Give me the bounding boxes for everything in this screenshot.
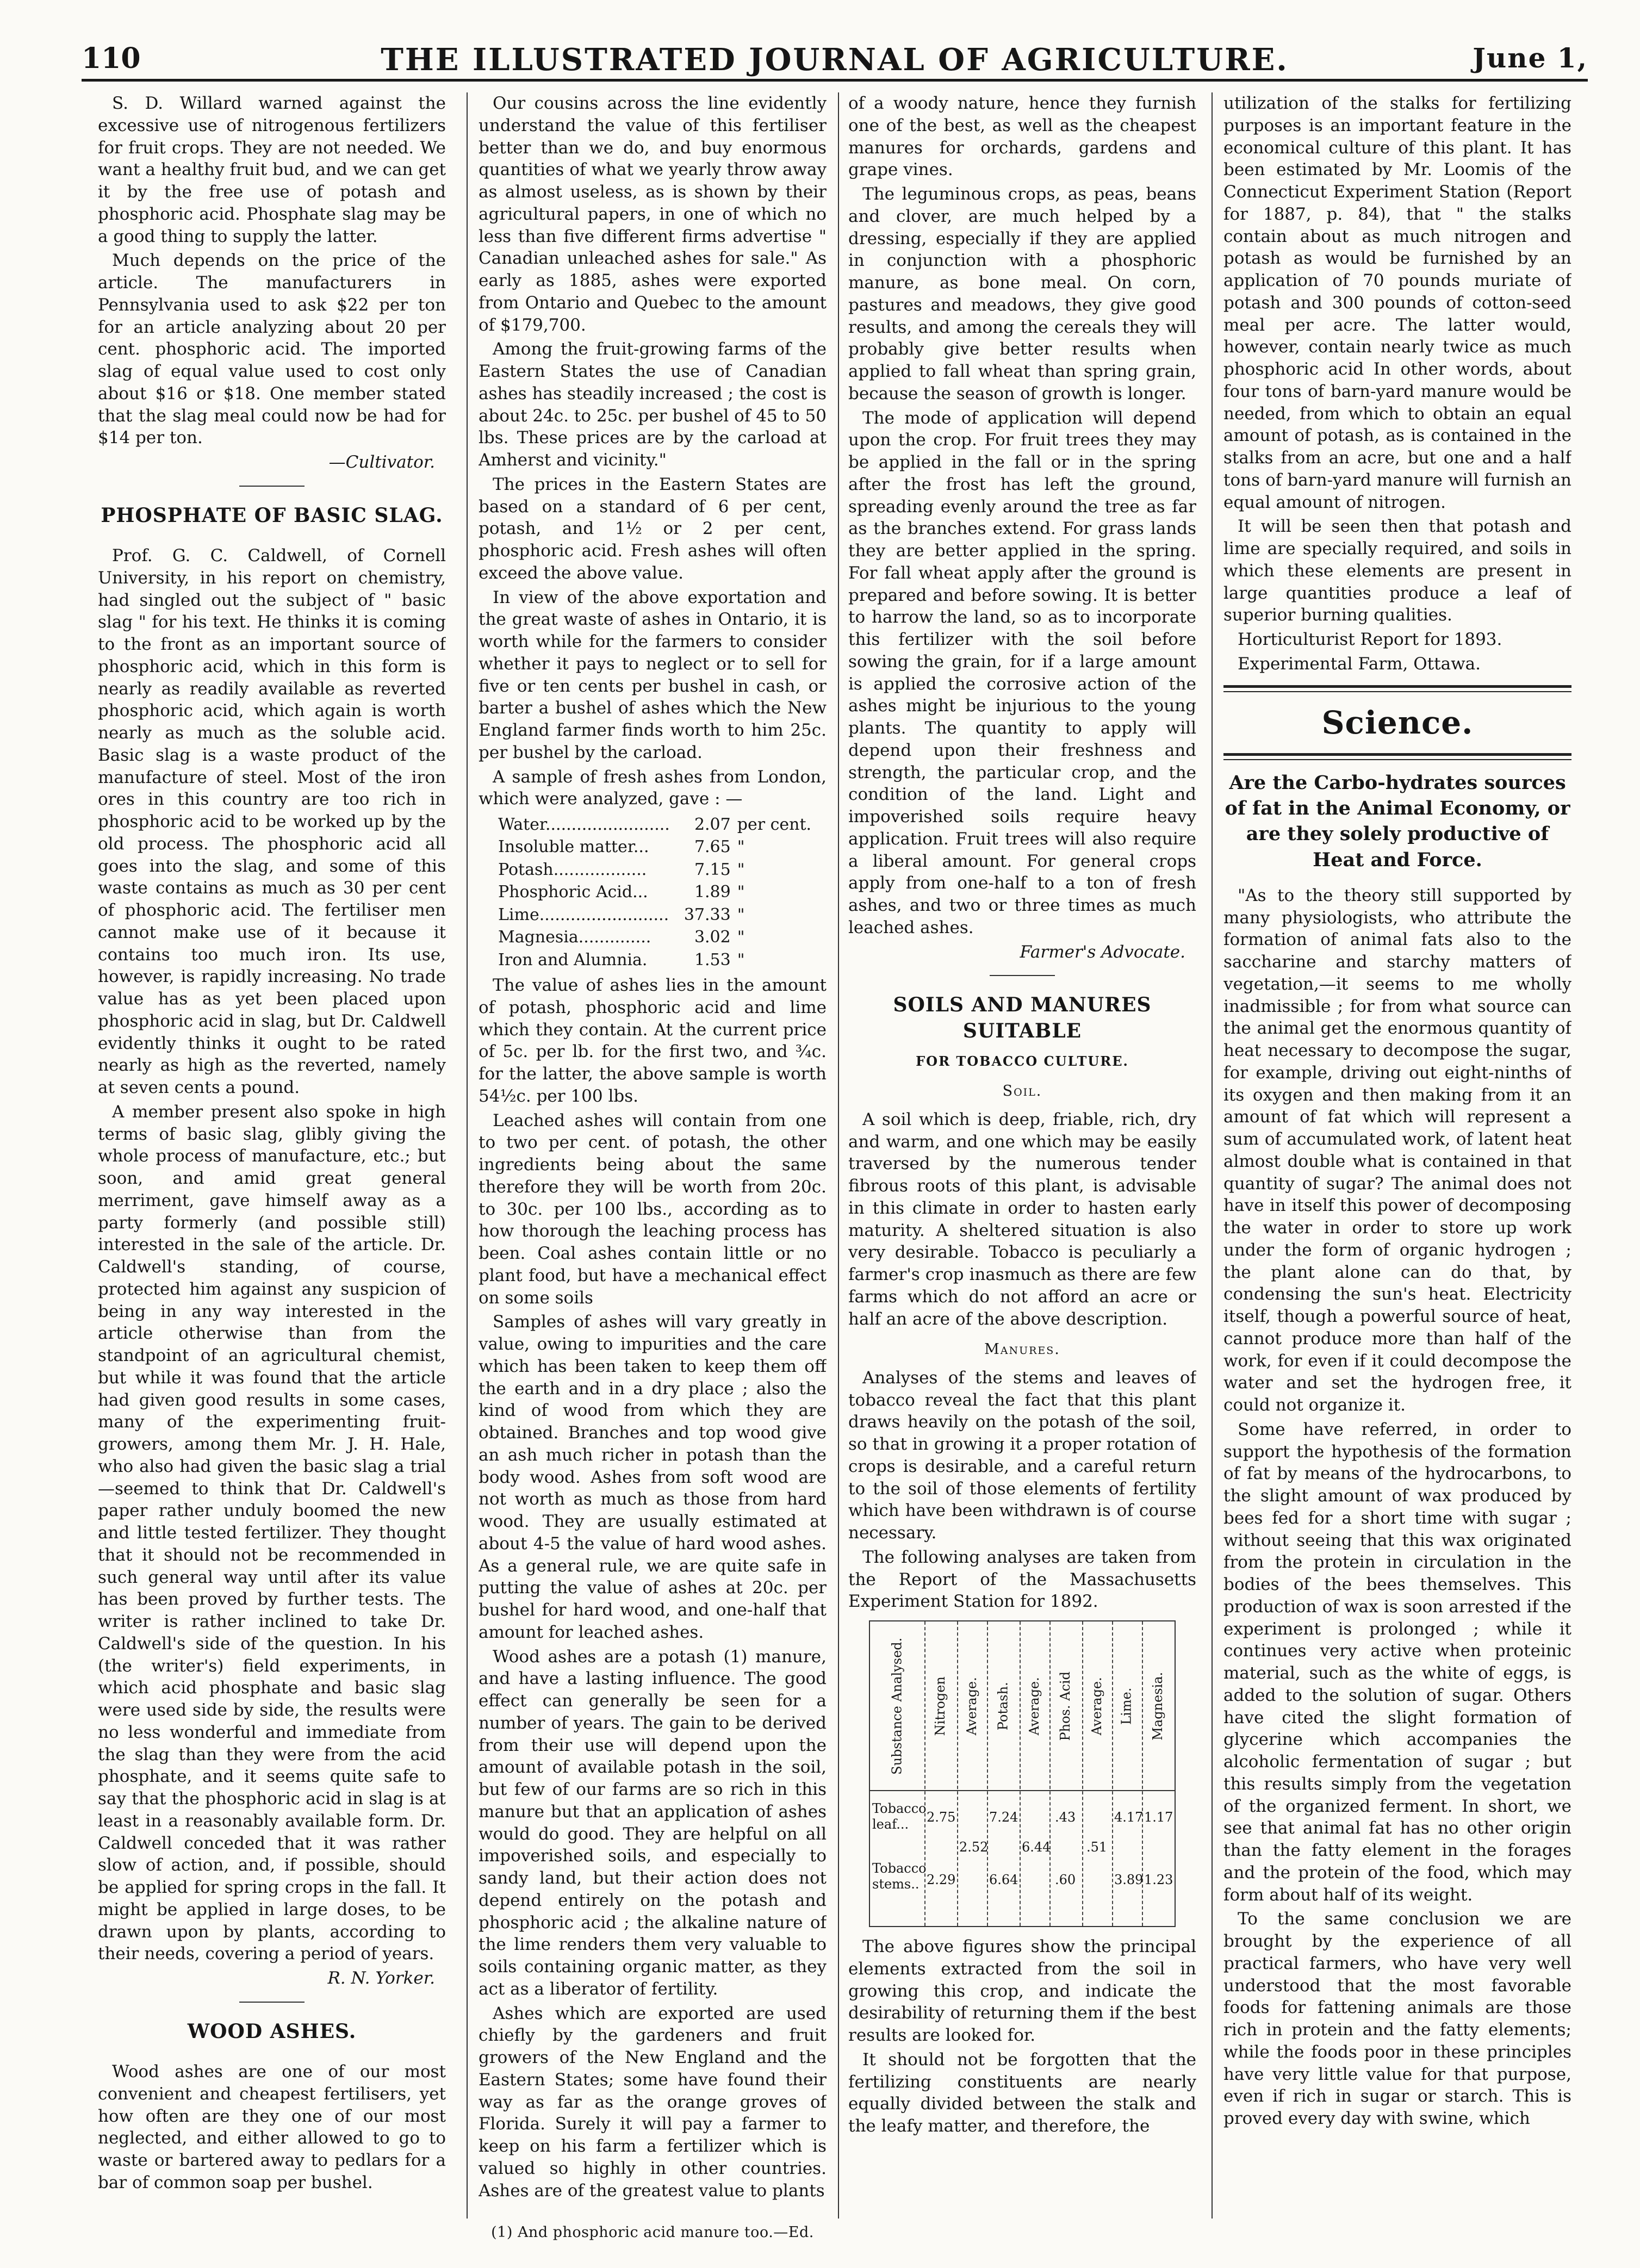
paragraph: In view of the above exportation and the great waste of ashes in Ontario, it is worth while for the farmers to consider whether it pays to neglect or to sell for five or ten cents per bushel in cash, or barter a bushel of ashes which the New England farmer finds worth to him 25c. per bushel by the carload. [479, 587, 827, 762]
column-4 [1223, 92, 1571, 2224]
table-cell: 6.44 [1022, 1840, 1051, 1855]
table-cell: 3.02 [694, 928, 731, 947]
table-row [495, 836, 815, 858]
paragraph: A sample of fresh ashes from London, which were analyzed, gave : — [479, 767, 827, 809]
section-heading: Manures. [984, 1341, 1060, 1358]
table-rule [1082, 1621, 1083, 1926]
attribution: Farmer's Advocate. [1020, 942, 1185, 962]
table-cell: 1.89 [694, 883, 731, 902]
paragraph: It should not be forgotten that the fertilizing constituents are nearly equally divided between the stalk and the leafy matter, and therefore, the [848, 2049, 1196, 2136]
column-3 [848, 92, 1196, 2224]
table-cell: 2.52 [959, 1840, 989, 1855]
table-row [495, 926, 815, 948]
section-heading: Soil. [1002, 1083, 1042, 1100]
table-cell: 7.65 [694, 837, 731, 857]
table-cell: 7.15 [694, 860, 731, 879]
table-cell: 4.17 [1114, 1810, 1144, 1825]
paragraph: A member present also spoke in high terms of basic slag, glibly giving the whole process of manufacture, etc.; but soon, and amid great general merriment, gave himself away as a party formerly (and possible still) interested in the sale of the article. Dr. Caldwell's standing, of course, protected him against any suspicion of being in any way interested in the article otherwise than from the standpoint of an agricultural chemist, but while it was found that the article had given good results in some cases, many of the experimenting fruit-growers, among them Mr. J. H. Hale, who also had given the basic slag a trial—seemed to think that Dr. Caldwell's paper rather unduly boomed the new and little tested fertilizer. They thought that it should not be recommended in such general way until after its value has been proved by further tests. The writer is rather inclined to take Dr. Caldwell's side of the question. In his (the writer's) field experiments, in which acid phosphate and basic slag were used side by side, the results were no less wonderful and immediate from the slag than they were from the acid phosphate, and it seems quite safe to say that the phosphoric acid in slag is at least in a reasonably available form. Dr. Caldwell conceded that it was rather slow of action, and, if possible, should be applied for spring crops in the fall. It might be applied in large doses, to be drawn upon by plants, according to their needs, covering a period of years. [98, 1102, 446, 1964]
table-cell: 7.24 [989, 1810, 1018, 1825]
paragraph: S. D. Willard warned against the excessive use of nitrogenous fertilizers for fruit crops. They are not needed. We want a healthy fruit bud, and we can get it by the free use of potash and phosphoric acid. Phosphate slag may be a good thing to supply the latter. [98, 94, 446, 246]
article-title: SOILS AND MANURES SUITABLE [893, 993, 1152, 1042]
paragraph: The prices in the Eastern States are based on a standard of 6 per cent, potash, and 1½ or 2 per cent, phosphoric acid. Fresh ashes will often exceed the above value. [479, 474, 827, 583]
table-cell: .60 [1055, 1872, 1076, 1888]
table-cell: " [737, 950, 745, 970]
column-header: Average. [1089, 1677, 1104, 1736]
issue-date: June 1, [1473, 42, 1588, 74]
table-rule [924, 1621, 925, 1926]
table-rule [987, 1621, 988, 1926]
table-cell: " [737, 837, 745, 857]
column-header: Potash. [995, 1682, 1011, 1731]
paragraph: Leached ashes will contain from one to two per cent. of potash, the other ingredients being about the same therefore they will be worth from 20c. to 30c. per 100 lbs., according as to how thorough the leaching process has been. Coal ashes contain little or no plant food, but have a mechanical effect on some soils [479, 1110, 827, 1308]
table-cell: Lime......................... [498, 905, 669, 924]
table-cell: 37.33 [684, 905, 731, 924]
attribution: —Cultivator. [328, 452, 435, 472]
page-number: 110 [82, 42, 141, 75]
table-cell: 2.29 [927, 1872, 956, 1888]
source-line: Experimental Farm, Ottawa. [1238, 654, 1481, 674]
paragraph: Some have referred, in order to support the hypothesis of the formation of fat by means of the hydrocarbons, to the slight amount of wax produced by bees fed for a short time with sugar ; without seeing that this wax originated from the protein in circulation in the bodies of the bees themselves. This production of wax is soon arrested if the experiment is prolonged ; while it continues very active when proteinic material, such as the white of eggs, is added to the solution of sugar. Others have cited the slight formation of glycerine which accompanies the alcoholic fermentation of sugar ; but this results simply from the vegetation of the organized ferment. In short, we see that animal fat has no other origin than the fatty element in the forages and the protein of the food, which may form about half of its weight. [1223, 1419, 1571, 1905]
table-cell: " [737, 883, 745, 902]
column-divider [838, 92, 839, 2219]
paragraph: "As to the theory still supported by many physiologists, who attribute the formation of animal fats also to the saccharine and starchy matters of vegetation,—it seems to me wholly inadmissible ; for from what source can the animal get the enormous quantity of heat necessary to decompose the sugar, for example, driving out eight-ninths of its oxygen and then making from it an amount of fat which will represent a sum of accumulated work, of latent heat almost double what is contained in that quantity of sugar? The animal does not have in itself this power of decomposing the water in order to store up work under the form of organic hydrogen ; the plant alone can do that, by condensing the sun's heat. Electricity itself, though a powerful source of heat, cannot produce more than half of the work, for even if it could decompose the water and set the hydrogen free, it could not organize it. [1223, 885, 1571, 1415]
footnote-text: (1) And phosphoric acid manure too.—Ed. [491, 2224, 814, 2241]
paragraph: Among the fruit-growing farms of the Eastern States the use of Canadian ashes has steadily increased ; the cost is about 24c. to 25c. per bushel of 45 to 50 lbs. These prices are by the carload at Amherst and vicinity." [479, 339, 827, 470]
paragraph: The leguminous crops, as peas, beans and clover, are much helped by a dressing, especially if they are applied in conjunction with a phosphoric manure, as bone meal. On corn, pastures and meadows, they give good results, and among the cereals they will probably give better results when applied to fall wheat than spring grain, because the season of growth is longer. [848, 184, 1196, 403]
table-cell: 1.53 [694, 950, 731, 970]
table-rule [957, 1621, 958, 1926]
paragraph: Samples of ashes will vary greatly in value, owing to impurities and the care which has been taken to keep them off the earth and in a dry place ; also the kind of wood from which they are obtained. Branches and top wood give an ash much richer in potash than the body wood. Ashes from soft wood are not worth as much as those from hard wood. They are usually estimated at about 4-5 the value of hard wood ashes. As a general rule, we are quite safe in putting the value of ashes at 20c. per bushel for hard wood, and one-half that amount for leached ashes. [479, 1312, 827, 1642]
table-cell: per cent. [737, 815, 812, 834]
table-row [495, 859, 815, 881]
paragraph: The following analyses are taken from the Report of the Massachusetts Experiment Station for 1892. [848, 1547, 1196, 1612]
section-rule [1223, 685, 1571, 692]
table-cell: 3.89 [1114, 1872, 1144, 1888]
column-header: Lime. [1119, 1687, 1134, 1725]
article-subtitle: FOR TOBACCO CULTURE. [916, 1053, 1129, 1069]
separator [239, 2002, 305, 2003]
paragraph: It will be seen then that potash and lime are specially required, and soils in which these elements are present in large quantities produce a leaf of superior burning qualities. [1223, 517, 1571, 625]
table-cell: 2.07 [694, 815, 731, 834]
ash-analysis-table [495, 813, 815, 971]
paragraph: To the same conclusion we are brought by the experience of all practical farmers, who have very well understood that the most favorable foods for fattening animals are those rich in protein and the fatty elements; while the foods poor in these principles have very little value for that purpose, even if rich in sugar or starch. This is proved every day with swine, which [1223, 1909, 1571, 2129]
table-cell: Magnesia.............. [498, 928, 651, 947]
paragraph: Ashes which are exported are used chiefly by the gardeners and fruit growers of the New England and the Eastern States; some have found their way as far as the orange groves of Florida. Surely it will pay a farmer to keep on his farm a fertilizer which is valued so highly in other countries. Ashes are of the greatest value to plants [479, 2003, 827, 2201]
paragraph: Analyses of the stems and leaves of tobacco reveal the fact that this plant draws heavily on the potash of the soil, so that in growing it a proper rotation of crops is desirable, and a careful return to the soil of those elements of fertility which have been withdrawn is of course necessary. [848, 1368, 1196, 1543]
table-rule [1020, 1621, 1021, 1926]
table-row [495, 881, 815, 903]
column-header: Magnesia. [1150, 1672, 1166, 1741]
article-title: Are the Carbo-hydrates sources of fat in the Animal Economy, or are they solely productive of Heat and Force. [1225, 771, 1570, 871]
table-cell: 2.75 [927, 1810, 956, 1825]
article-title: WOOD ASHES. [187, 2020, 357, 2043]
separator [239, 486, 305, 487]
table-row [495, 904, 815, 926]
paragraph: The above figures show the principal elements extracted from the soil in growing this crop, and indicate the desirability of returning them if the best results are looked for. [848, 1937, 1196, 2046]
paragraph: The mode of application will depend upon the crop. For fruit trees they may be applied in the fall or in the spring after the frost has left the ground, spreading evenly around the tree as far as the branches extend. For grass lands they are better applied in the spring. For fall wheat apply after the ground is prepared and before sowing. It is better to harrow the land, so as to incorporate this fertilizer with the soil before sowing the grain, for if a large amount is applied the corrosive action of the ashes might be injurious to the young plants. The quantity to apply will depend upon their freshness and strength, the particular crop, and the condition of the land. Light and impoverished soils require heavy application. Fruit trees will also require a liberal amount. For general crops apply from one-half to a ton of fresh ashes, and two or three times as much leached ashes. [848, 408, 1196, 937]
column-header: Phos. Acid [1058, 1671, 1073, 1741]
column-header: Nitrogen [933, 1676, 948, 1736]
footnote [479, 2224, 827, 2241]
table-cell: " [737, 860, 745, 879]
paragraph: utilization of the stalks for fertilizing purposes is an important feature in the economical culture of this plant. It has been estimated by Mr. Loomis of the Connecticut Experiment Station (Report for 1887, p. 84), that " the stalks contain about as much nitrogen and potash as would be furnished by an application of 70 pounds muriate of potash and 300 pounds of cotton-seed meal per acre. The latter would, however, contain nearly twice as much phosphoric acid In other words, about four tons of barn-yard manure would be needed, from which to obtain an equal amount of potash, as is contained in the stalks from an acre, but one and a half tons of barn-yard manure will furnish an equal amount of nitrogen. [1223, 94, 1571, 512]
table-cell: Potash.................. [498, 860, 647, 879]
column-1 [98, 92, 446, 2224]
table-row [495, 813, 815, 836]
table-cell: 1.23 [1144, 1872, 1173, 1888]
column-header: Average. [964, 1677, 979, 1736]
table-rule [1112, 1621, 1113, 1926]
row-label: Tobacco leaf... [872, 1801, 927, 1832]
paragraph: Wood ashes are one of our most convenient and cheapest fertilisers, yet how often are they one of our most neglected, and either allowed to go to waste or bartered away to pedlars for a bar of common soap per bushel. [98, 2062, 446, 2192]
paragraph: A soil which is deep, friable, rich, dry and warm, and one which may be easily traversed by the numerous tender fibrous roots of this plant, is advisable in this climate in order to hasten early maturity. A sheltered situation is also very desirable. Tobacco is peculiarly a farmer's crop inasmuch as there are few farms which do not afford an acre or half an acre of the above description. [848, 1109, 1196, 1329]
table-row [495, 949, 815, 971]
table-cell: 6.64 [989, 1872, 1018, 1888]
table-cell: " [737, 928, 745, 947]
paragraph: of a woody nature, hence they furnish one of the best, as well as the cheapest manures for orchards, gardens and grape vines. [848, 94, 1196, 180]
tobacco-analysis-table [869, 1620, 1176, 1927]
table-cell: 1.17 [1144, 1810, 1173, 1825]
paragraph: Prof. G. C. Caldwell, of Cornell University, in his report on chemistry, had singled out the subject of " basic slag " for his text. He thinks it is coming to the front as an important source of phosphoric acid, which in this form is nearly as readily available as reverted phosphoric acid, which again is worth nearly as much as the soluble acid. Basic slag is a waste product of the manufacture of steel. Most of the iron ores in this country are too rich in phosphoric acid to be worked up by the old process. The phosphoric acid all goes into the slag, and some of this waste contains as much as 30 per cent of phosphoric acid. The fertiliser men cannot make use of it because it contains too much iron. Its use, however, is rapidly increasing. No trade value has as yet been placed upon phosphoric acid in slag, but Dr. Caldwell evidently thinks it ought to be rated nearly as high as the reverted, namely at seven cents a pound. [98, 546, 446, 1098]
column-header: Substance Analysed. [889, 1637, 905, 1775]
paragraph: The value of ashes lies in the amount of potash, phosphoric acid and lime which they contain. At the current price of 5c. per lb. for the first two, and ¾c. for the latter, the above sample is worth 54½c. per 100 lbs. [479, 975, 827, 1106]
paragraph: Our cousins across the line evidently understand the value of this fertiliser better than we do, and buy enormous quantities of what we yearly throw away as almost useless, as is shown by their agricultural papers, in one of which no less than five different firms advertise " Canadian unleached ashes for sale." As early as 1885, ashes were exported from Ontario and Quebec to the amount of $179,700. [479, 94, 827, 335]
article-title: PHOSPHATE OF BASIC SLAG. [101, 504, 443, 527]
table-cell: Iron and Alumnia. [498, 950, 648, 970]
row-label: Tobacco stems.. [872, 1861, 927, 1892]
separator [990, 975, 1055, 976]
table-cell: .51 [1086, 1840, 1108, 1855]
column-header: Average. [1026, 1677, 1042, 1736]
table-cell: Insoluble matter... [498, 837, 649, 857]
journal-title: THE ILLUSTRATED JOURNAL OF AGRICULTURE. [381, 42, 1289, 78]
source-line: Horticulturist Report for 1893. [1238, 630, 1502, 649]
table-cell: Phosphoric Acid... [498, 883, 648, 902]
column-divider [1212, 92, 1213, 2219]
table-cell: " [737, 905, 745, 924]
column-divider [467, 92, 468, 2219]
paragraph: Much depends on the price of the article. The manufacturers in Pennsylvania used to ask $22 per ton for an article analyzing about 20 per cent. phosphoric acid. The imported slag of equal value used to cost only about $16 or $18. One member stated that the slag meal could now be had for $14 per ton. [98, 251, 446, 448]
attribution: R. N. Yorker. [327, 1968, 435, 1989]
page-header [82, 30, 1588, 82]
paragraph: Wood ashes are a potash (1) manure, and have a lasting influence. The good effect can generally be seen for a number of years. The gain to be derived from their use will depend upon the amount of available potash in the soil, but few of our farms are so rich in this manure but that an application of ashes would do good. They are helpful on all impoverished soils, and especially to sandy land, but their action does not depend entirely on the potash and phosphoric acid ; the alkaline nature of the lime renders them very valuable to soils containing organic matter, as they act as a liberator of fertility. [479, 1646, 827, 1999]
section-title: Science. [1321, 704, 1474, 741]
section-rule [1223, 753, 1571, 760]
table-header [870, 1621, 1175, 1791]
table-cell: Water........................ [498, 815, 670, 834]
table-cell: .43 [1055, 1810, 1076, 1825]
column-2 [479, 92, 827, 2224]
table-rule [1049, 1621, 1051, 1926]
